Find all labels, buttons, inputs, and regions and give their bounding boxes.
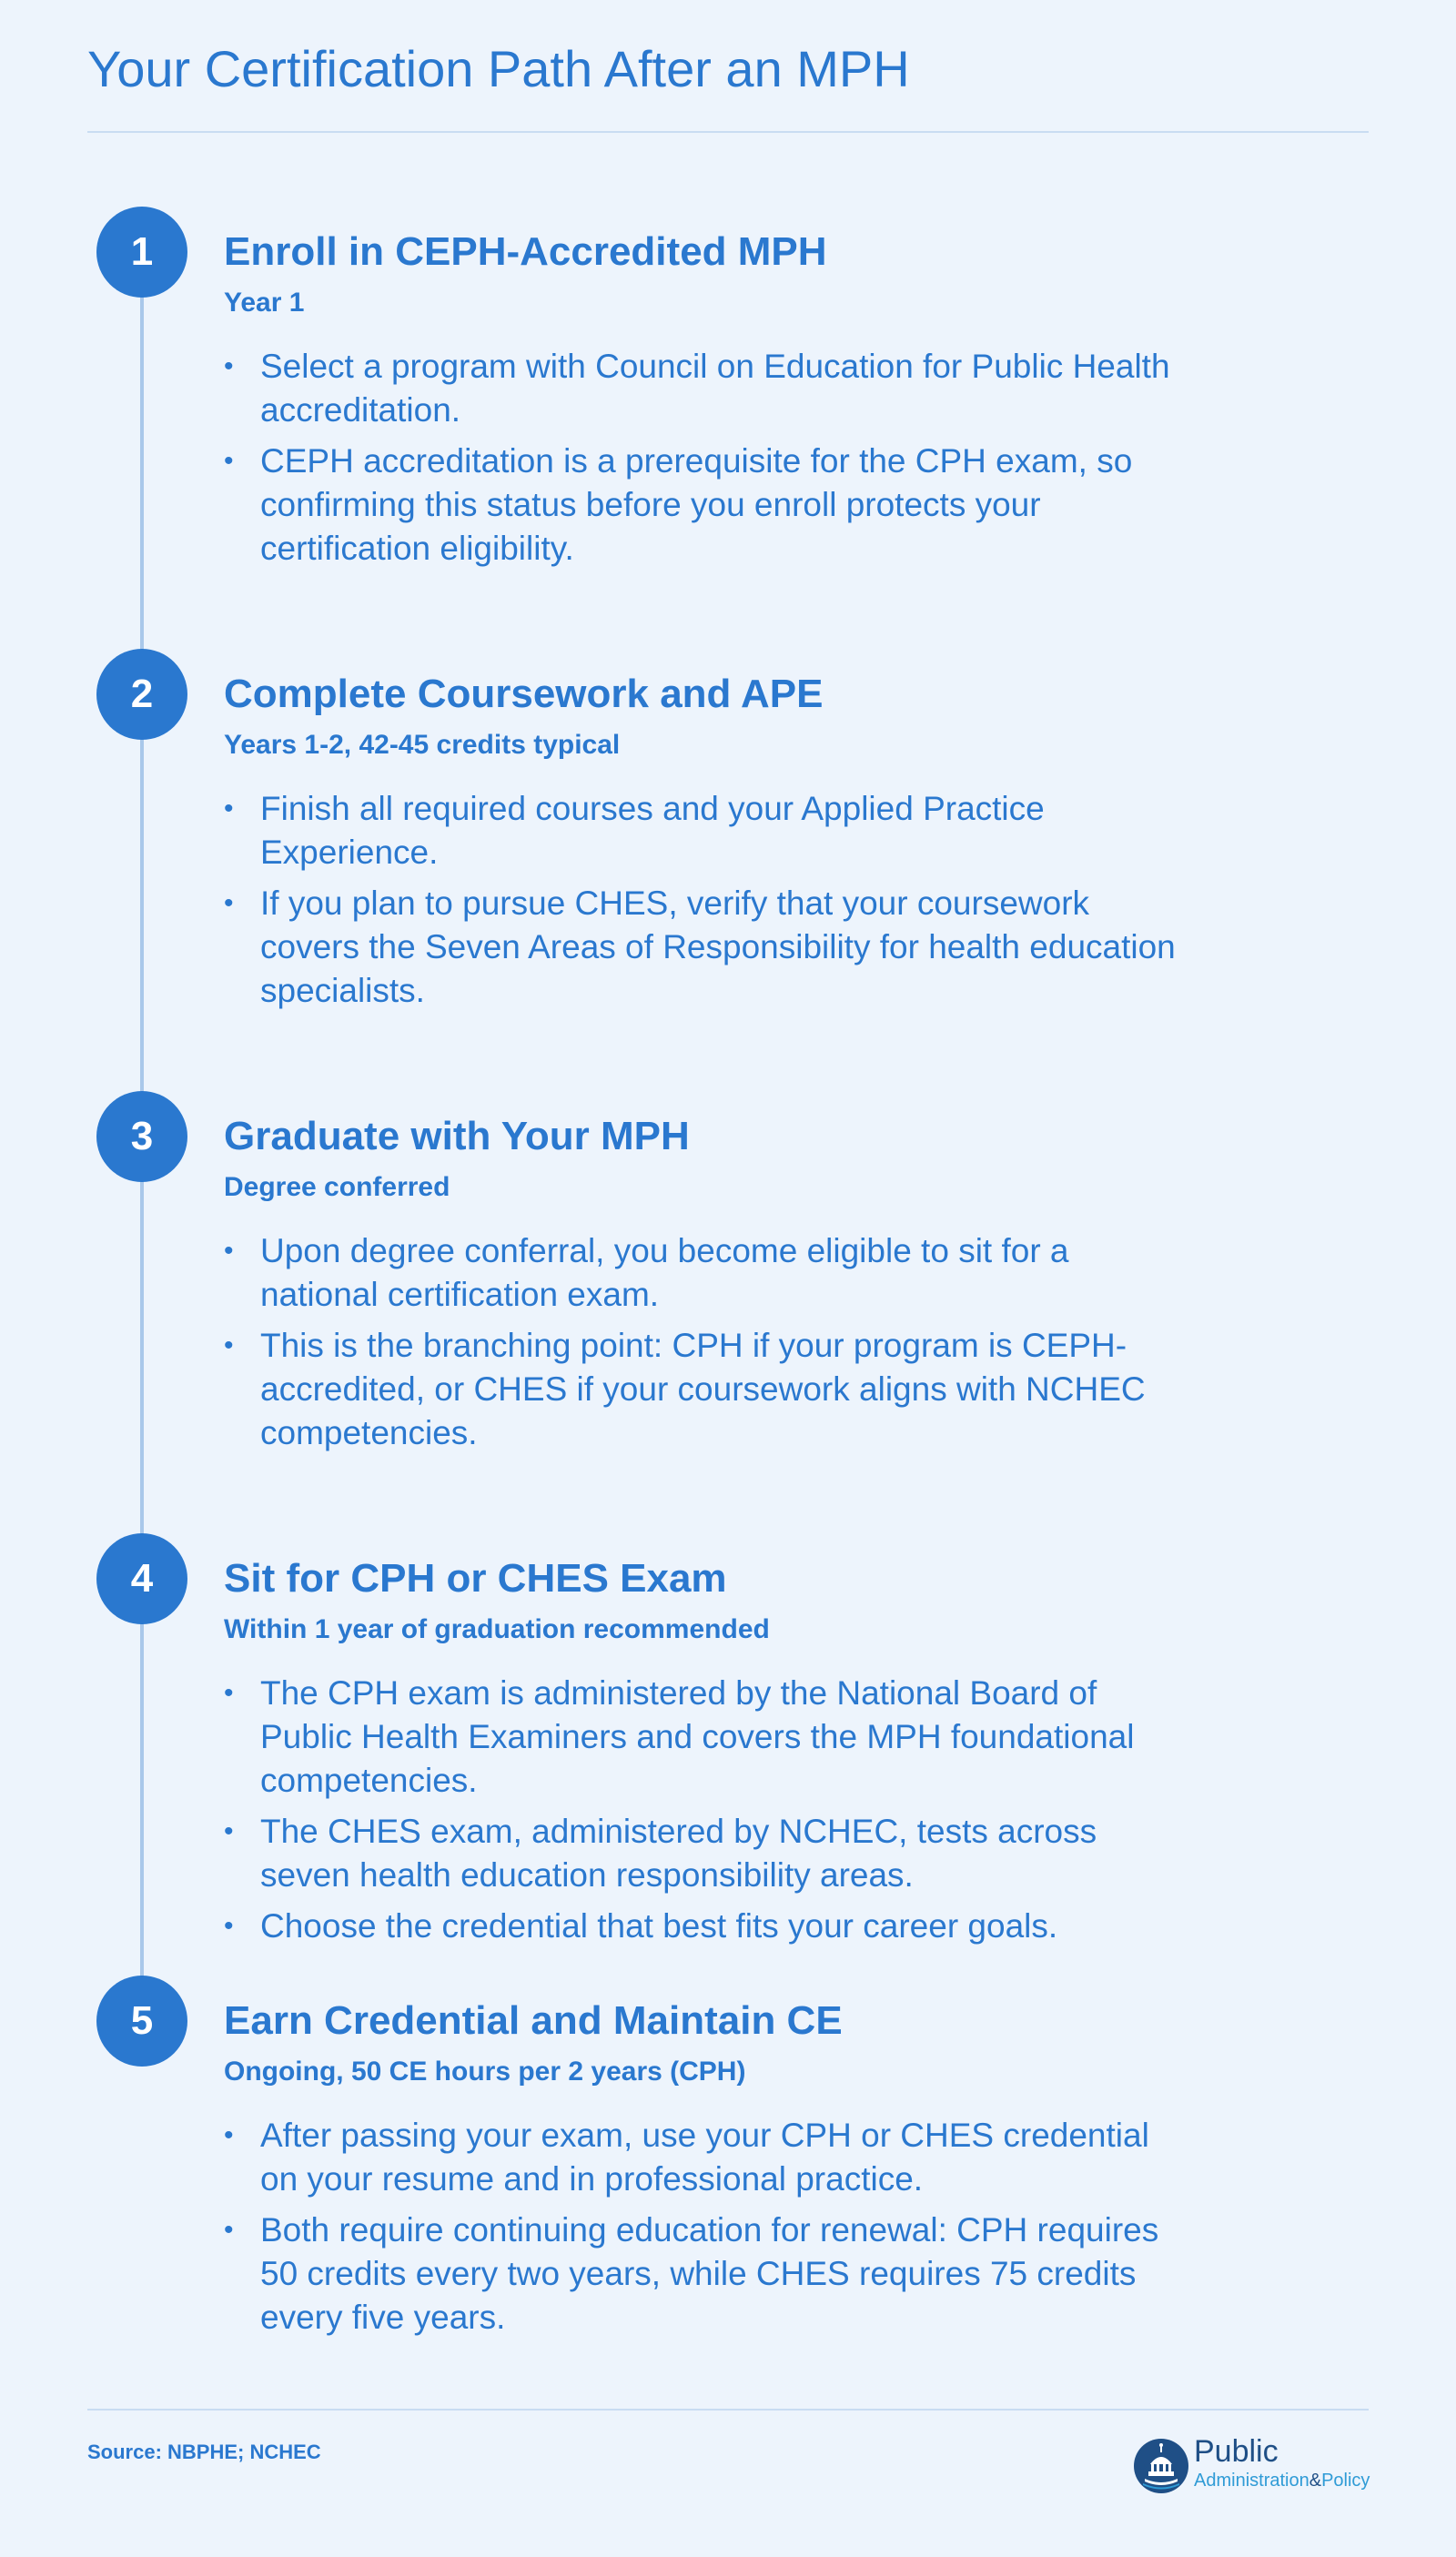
footer-divider xyxy=(87,2409,1369,2410)
capitol-dome-icon xyxy=(1132,2437,1190,2495)
bullet-item: • Select a program with Council on Education for Public Health accreditation. xyxy=(224,345,1188,432)
step-number-badge: 3 xyxy=(96,1091,187,1182)
bullet-item: • Upon degree conferral, you become eligible to sit for a national certification exam. xyxy=(224,1229,1188,1317)
bullet-item: • Finish all required courses and your Applied Practice Experience. xyxy=(224,787,1188,874)
step-bullet-list xyxy=(224,787,1188,1013)
step-subtitle: Year 1 xyxy=(224,288,305,318)
logo-tagline xyxy=(1194,2470,1370,2491)
step-subtitle: Ongoing, 50 CE hours per 2 years (CPH) xyxy=(224,2057,746,2087)
logo-wordmark: Public xyxy=(1194,2434,1279,2469)
step-bullet-list xyxy=(224,1672,1188,1948)
bullet-item: • CEPH accreditation is a prerequisite for the CPH exam, so confirming this status before you enroll protects your certification eligibility. xyxy=(224,440,1188,571)
step-content xyxy=(224,207,1188,578)
bullet-item: • The CHES exam, administered by NCHEC, tests across seven health education responsibility areas. xyxy=(224,1810,1188,1897)
source-note: Source: NBPHE; NCHEC xyxy=(87,2441,321,2463)
step-bullet-list xyxy=(224,345,1188,571)
step-title: Sit for CPH or CHES Exam xyxy=(224,1556,727,1601)
publisher-logo xyxy=(1132,2433,1378,2497)
bullet-item: • If you plan to pursue CHES, verify that your coursework covers the Seven Areas of Responsibility for health education specialists. xyxy=(224,882,1188,1013)
step-title: Earn Credential and Maintain CE xyxy=(224,1998,843,2043)
step-title: Enroll in CEPH-Accredited MPH xyxy=(224,229,827,274)
step-content xyxy=(224,1091,1188,1462)
step-content xyxy=(224,649,1188,1020)
step-bullet-list xyxy=(224,2114,1188,2340)
step-number-badge: 1 xyxy=(96,207,187,298)
step-content xyxy=(224,1533,1188,1956)
step-subtitle: Degree conferred xyxy=(224,1172,450,1202)
step-title: Graduate with Your MPH xyxy=(224,1114,690,1158)
step-number-badge: 4 xyxy=(96,1533,187,1624)
logo-tag-amp: & xyxy=(1309,2471,1322,2491)
bullet-item: • Choose the credential that best fits your career goals. xyxy=(224,1905,1188,1948)
step-title: Complete Coursework and APE xyxy=(224,672,824,716)
step-number-badge: 5 xyxy=(96,1976,187,2067)
header-divider xyxy=(87,131,1369,133)
bullet-item: • This is the branching point: CPH if your program is CEPH-accredited, or CHES if your coursework aligns with NCHEC competencies. xyxy=(224,1324,1188,1455)
bullet-item: • Both require continuing education for renewal: CPH requires 50 credits every two years, while CHES requires 75 credits every five years. xyxy=(224,2208,1188,2340)
step-bullet-list xyxy=(224,1229,1188,1455)
step-number-badge: 2 xyxy=(96,649,187,740)
logo-tag-right: Policy xyxy=(1321,2471,1370,2491)
bullet-item: • The CPH exam is administered by the National Board of Public Health Examiners and covers the MPH foundational competencies. xyxy=(224,1672,1188,1803)
bullet-item: • After passing your exam, use your CPH or CHES credential on your resume and in professional practice. xyxy=(224,2114,1188,2201)
page-title: Your Certification Path After an MPH xyxy=(87,40,910,97)
step-subtitle: Within 1 year of graduation recommended xyxy=(224,1614,770,1644)
logo-tag-left: Administration xyxy=(1194,2471,1309,2491)
step-subtitle: Years 1-2, 42-45 credits typical xyxy=(224,730,621,760)
step-content xyxy=(224,1976,1188,2347)
